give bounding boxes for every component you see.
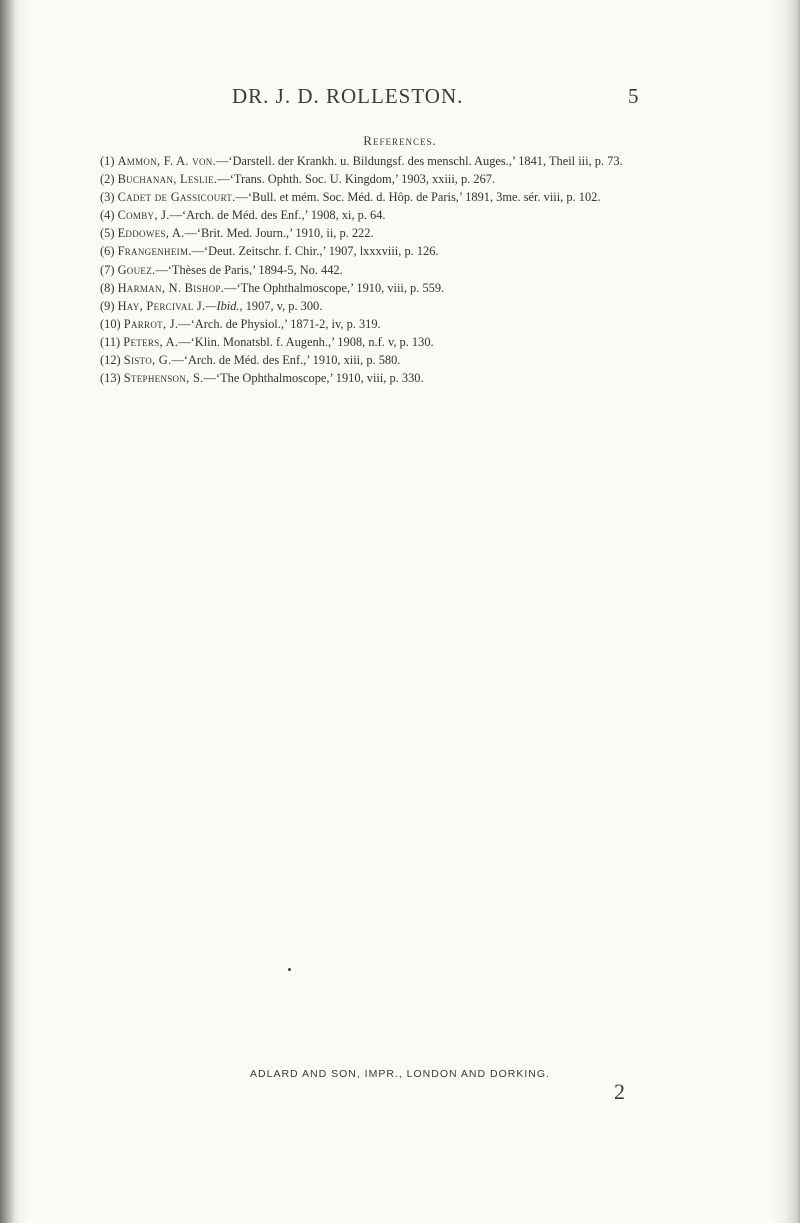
ink-speck bbox=[288, 968, 291, 971]
binding-edge-shadow bbox=[0, 0, 18, 1223]
reference-item: (13) Stephenson, S.—‘The Ophthalmoscope,’ 1910, viii, p. 330. bbox=[100, 371, 424, 386]
reference-item: (2) Buchanan, Leslie.—‘Trans. Ophth. Soc. U. Kingdom,’ 1903, xxiii, p. 267. bbox=[100, 172, 496, 187]
page-number: 5 bbox=[628, 84, 639, 108]
printer-imprint: ADLARD AND SON, IMPR., LONDON AND DORKING. bbox=[250, 1068, 550, 1080]
reference-list bbox=[84, 152, 674, 387]
reference-item: (4) Comby, J.—‘Arch. de Méd. des Enf.,’ 1908, xi, p. 64. bbox=[100, 208, 386, 223]
running-head-title: DR. J. D. ROLLESTON. bbox=[232, 84, 464, 108]
references-heading: References. bbox=[363, 133, 437, 148]
reference-item: (1) Ammon, F. A. von.—‘Darstell. der Krankh. u. Bildungsf. des menschl. Auges.,’ 1841, Theil iii, p. 73. bbox=[100, 154, 623, 168]
reference-item: (3) Cadet de Gassicourt.—‘Bull. et mém. Soc. Méd. d. Hôp. de Paris,’ 1891, 3me. sér. viii, p. 102. bbox=[100, 190, 601, 205]
reference-item: (12) Sisto, G.—‘Arch. de Méd. des Enf.,’ 1910, xiii, p. 580. bbox=[100, 353, 401, 368]
running-head bbox=[0, 84, 800, 110]
reference-item: (8) Harman, N. Bishop.—‘The Ophthalmoscope,’ 1910, viii, p. 559. bbox=[100, 280, 445, 295]
reference-item: (6) Frangenheim.—‘Deut. Zeitschr. f. Chir.,’ 1907, lxxxviii, p. 126. bbox=[100, 244, 439, 259]
reference-item: (5) Eddowes, A.—‘Brit. Med. Journ.,’ 1910, ii, p. 222. bbox=[100, 226, 374, 241]
reference-item: (9) Hay, Percival J.—Ibid., 1907, v, p. 300. bbox=[100, 298, 323, 313]
reference-item: (11) Peters, A.—‘Klin. Monatsbl. f. Augenh.,’ 1908, n.f. v, p. 130. bbox=[100, 334, 434, 349]
signature-mark: 2 bbox=[614, 1079, 625, 1104]
reference-item: (10) Parrot, J.—‘Arch. de Physiol.,’ 1871-2, iv, p. 319. bbox=[100, 316, 381, 331]
reference-item: (7) Gouez.—‘Thèses de Paris,’ 1894-5, No. 442. bbox=[100, 262, 343, 277]
